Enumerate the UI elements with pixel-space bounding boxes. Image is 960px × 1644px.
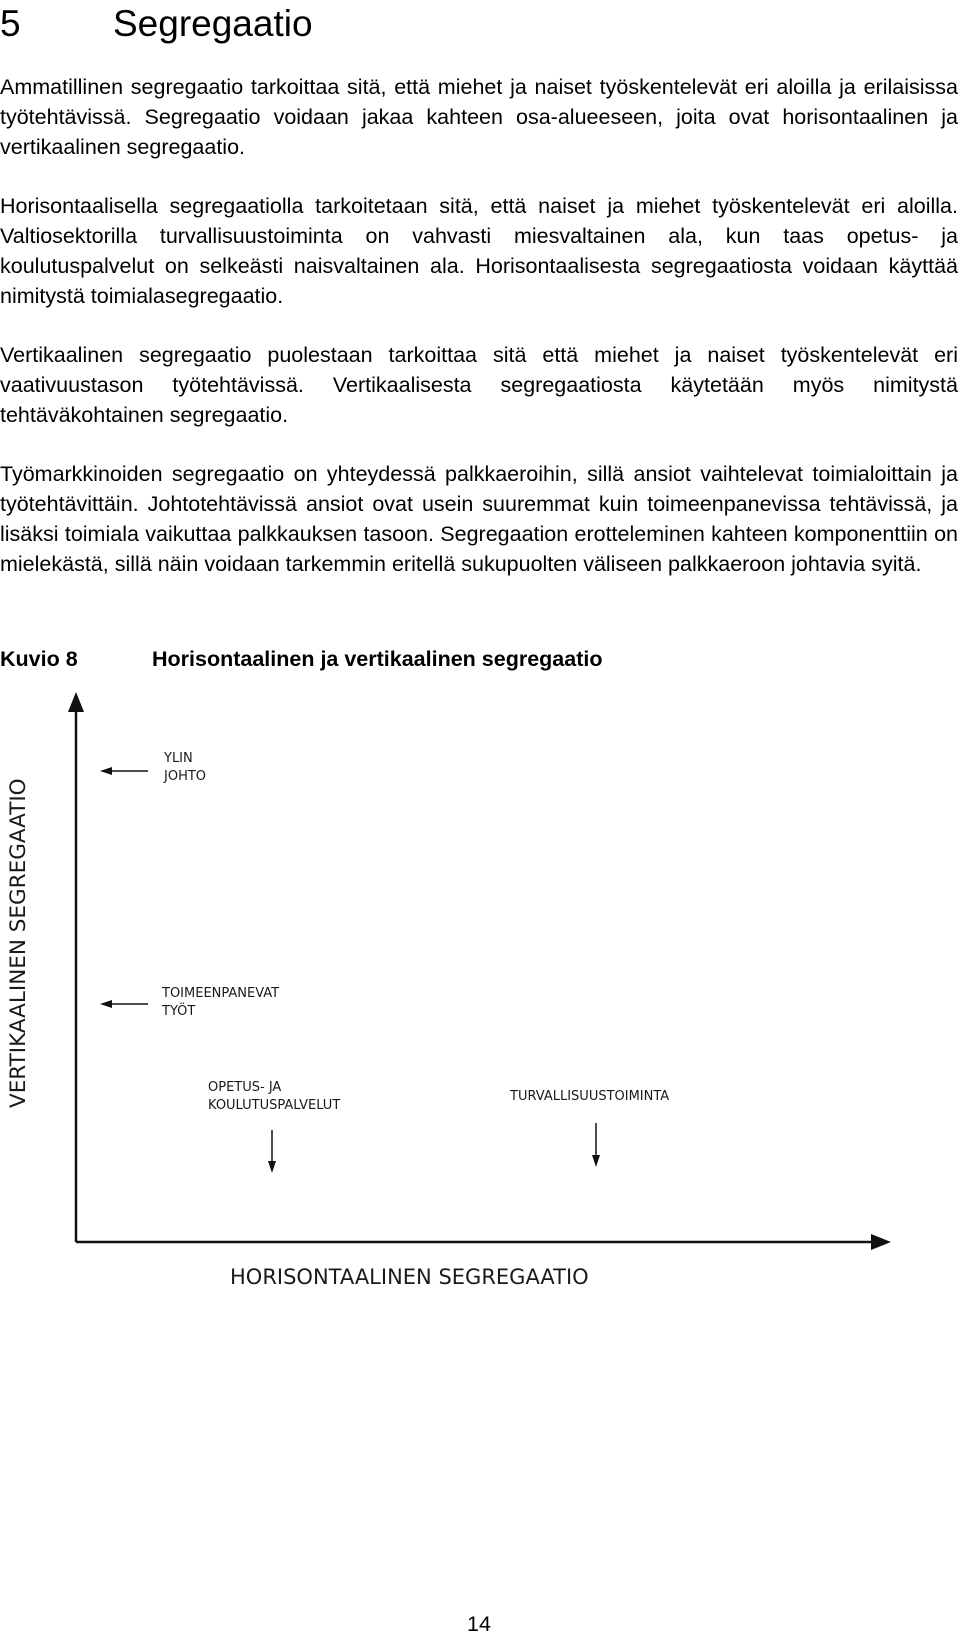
arrow-opetus-head [268,1161,276,1173]
horizontal-axis-label: HORISONTAALINEN SEGREGAATIO [230,1265,589,1289]
marker-text: TYÖT [162,1004,196,1019]
paragraph: Vertikaalinen segregaatio puolestaan tarkoittaa sitä että miehet ja naiset työskentelevät eri vaativuustason työtehtävissä. Vertikaalisesta segregaatiosta käytetään myös nimitystä tehtäväkohtainen segregaatio. [0,343,958,427]
section-number: 5 [0,3,21,44]
section-heading [0,2,313,46]
arrow-toimeenpanevat-head [100,1000,112,1008]
marker-text: OPETUS- JA [208,1080,282,1095]
marker-text: KOULUTUSPALVELUT [208,1098,341,1113]
marker-text: YLIN [164,751,193,766]
paragraph: Horisontaalisella segregaatiolla tarkoitetaan sitä, että naiset ja miehet työskentelevät eri aloilla. Valtiosektorilla turvallisuustoiminta on vahvasti miesvaltainen ala, kun taas opetus- ja koulutuspalvelut on selkeästi naisvaltainen ala. Horisontaalisesta segregaatiosta voidaan käyttää nimitystä toimialasegregaatio. [0,194,958,308]
segregation-diagram [0,690,960,1320]
marker-text: TOIMEENPANEVAT [162,986,280,1001]
marker-text: TURVALLISUUSTOIMINTA [510,1089,670,1104]
marker-toimeenpanevat-tyot [162,985,279,1021]
figure-label: Kuvio 8 [0,647,78,671]
page-number: 14 [467,1612,491,1636]
marker-turvallisuustoiminta [510,1088,669,1106]
marker-opetus [208,1079,340,1115]
figure-caption [0,644,602,674]
diagram-graphics [0,690,960,1320]
vertical-axis-arrowhead [68,692,84,712]
marker-ylin-johto [164,750,206,786]
figure-title: Horisontaalinen ja vertikaalinen segregaatio [152,647,603,671]
horizontal-axis-arrowhead [871,1234,891,1250]
arrow-turvallisuus-head [592,1155,600,1167]
section-title: Segregaatio [113,3,313,44]
marker-text: JOHTO [164,769,207,784]
paragraph: Ammatillinen segregaatio tarkoittaa sitä, että miehet ja naiset työskentelevät eri aloilla ja erilaisissa työtehtävissä. Segregaatio voidaan jakaa kahteen osa-alueeseen, joita ovat horisontaalinen ja vertikaalinen segregaatio. [0,75,958,159]
body-text [0,72,958,608]
paragraph: Työmarkkinoiden segregaatio on yhteydessä palkkaeroihin, sillä ansiot vaihtelevat toimialoittain ja työtehtävittäin. Johtotehtävissä ansiot ovat usein suuremmat kuin toimeenpanevissa tehtävissä, ja lisäksi toimiala vaikuttaa palkkauksen tasoon. Segregaation erotteleminen kahteen komponenttiin on mielekästä, sillä näin voidaan tarkemmin eritellä sukupuolten väliseen palkkaeroon johtavia syitä. [0,462,958,576]
vertical-axis-label: VERTIKAALINEN SEGREGAATIO [6,778,31,1108]
arrow-ylin-johto-head [100,767,112,775]
